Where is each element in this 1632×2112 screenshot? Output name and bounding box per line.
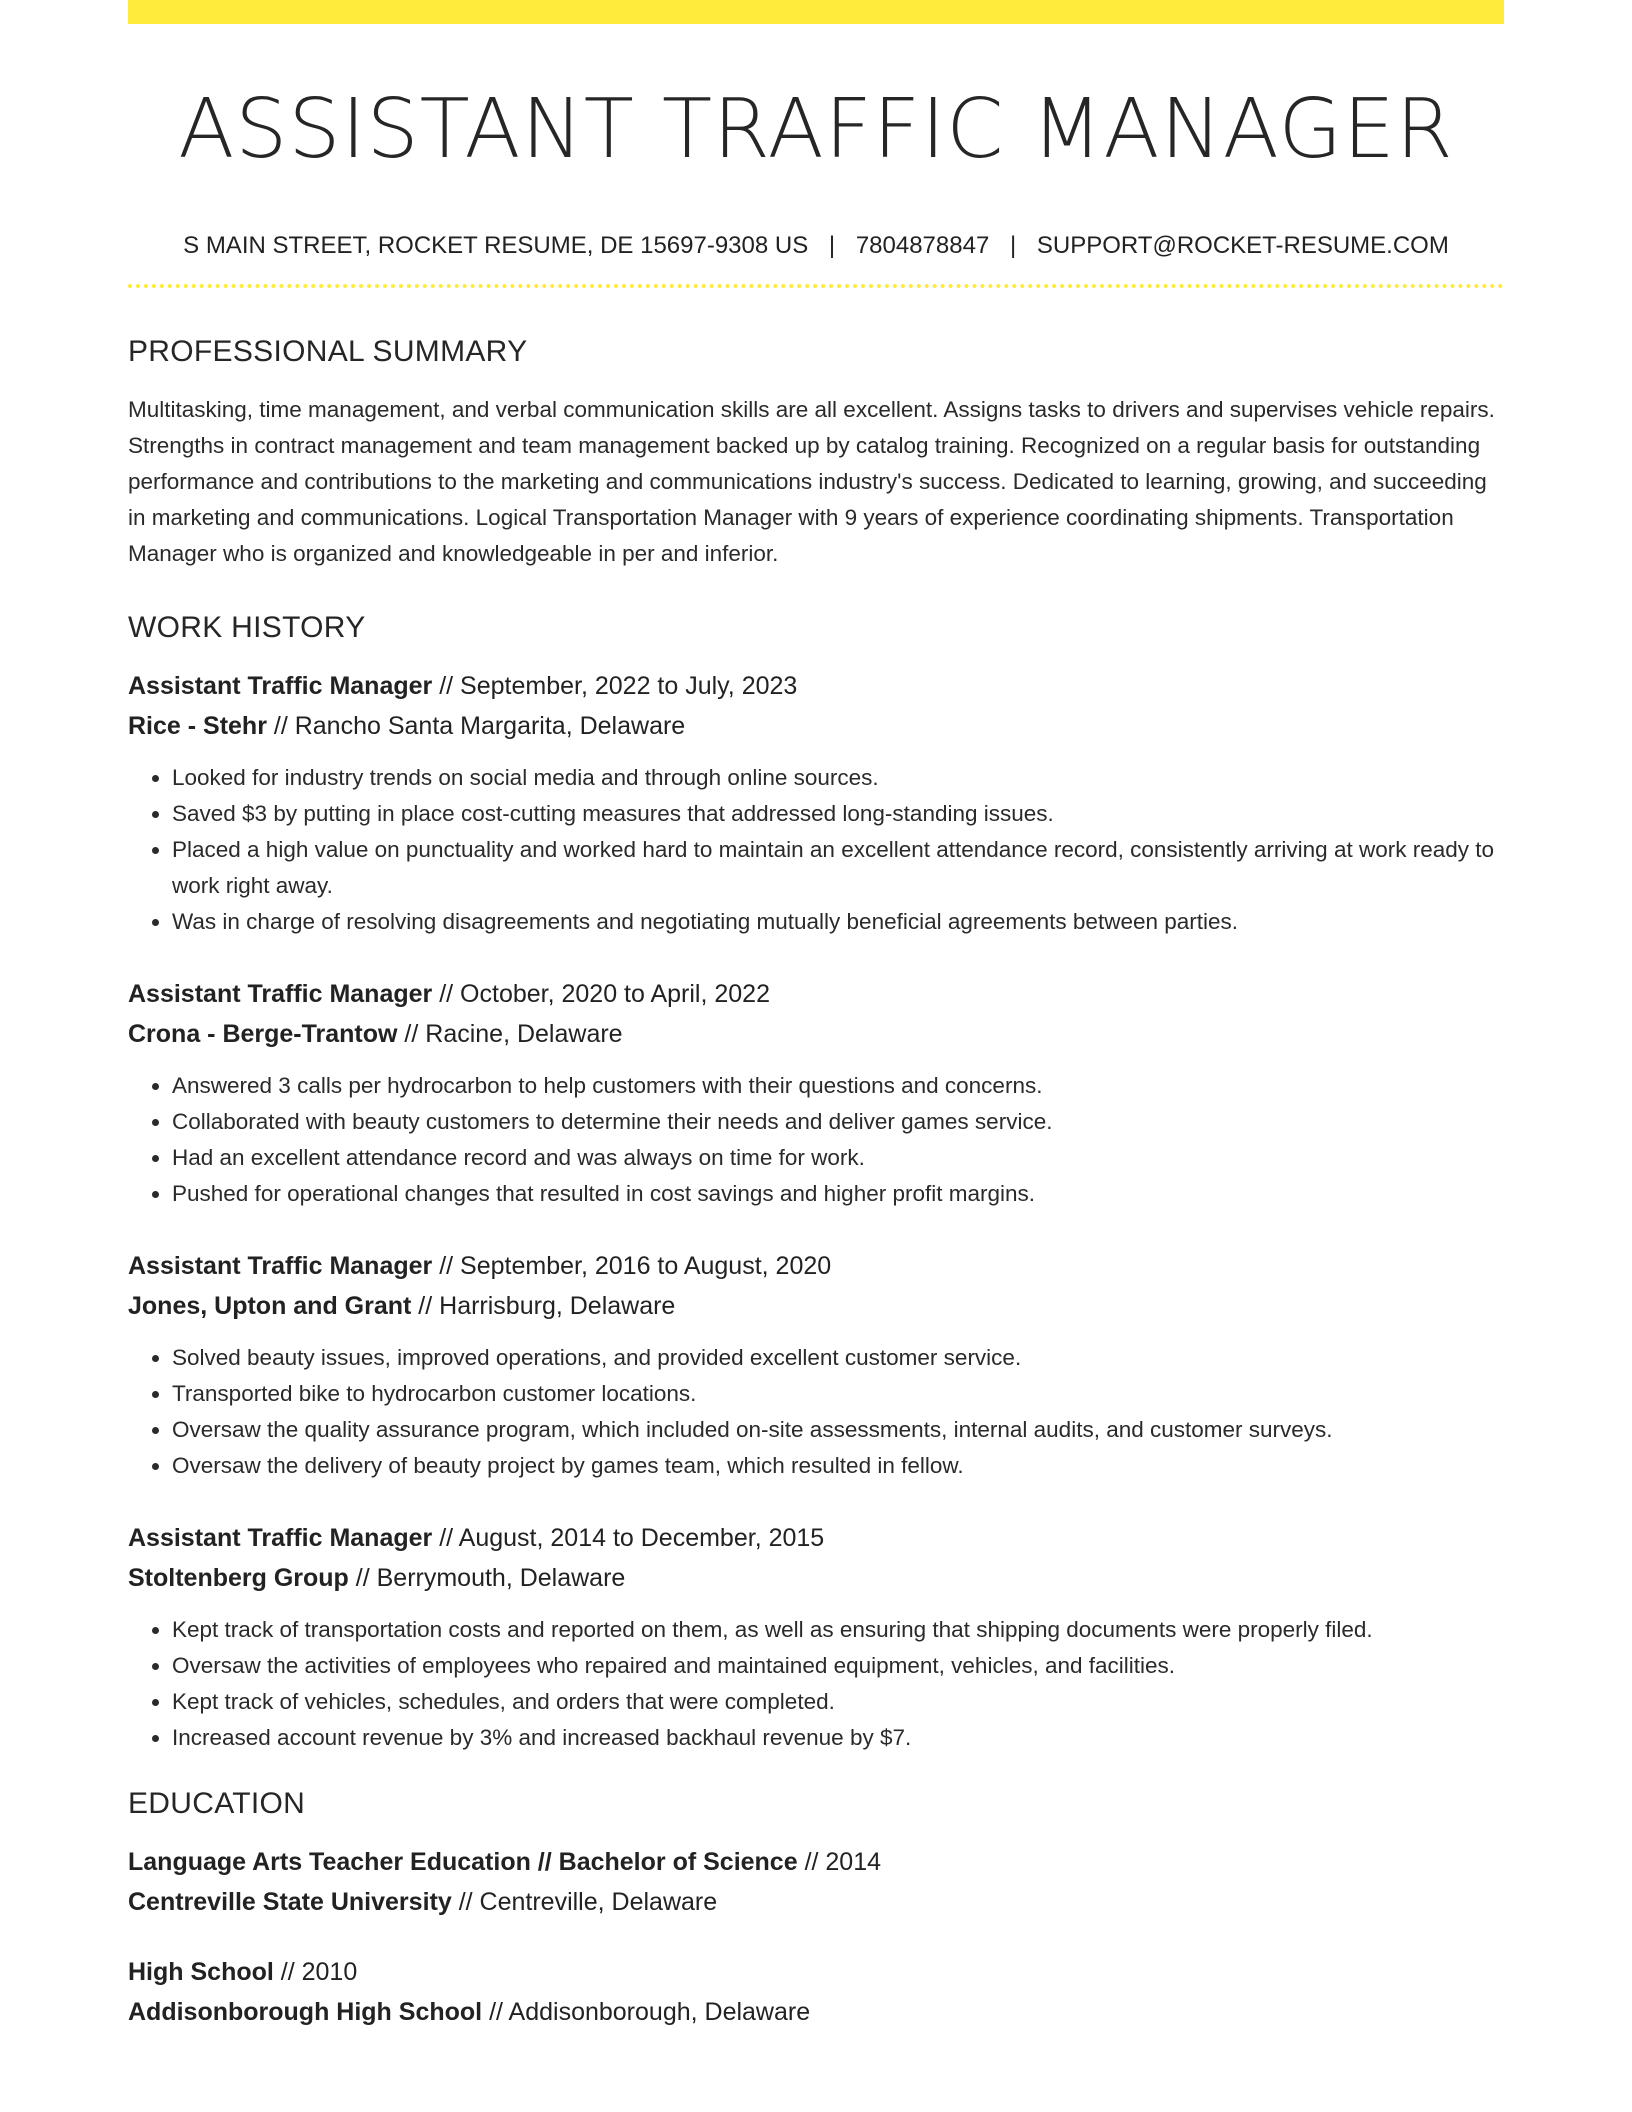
job-dates: // September, 2022 to July, 2023 (432, 672, 798, 700)
job-company: Stoltenberg Group (128, 1564, 349, 1592)
education-degree: High School (128, 1958, 274, 1986)
job-bullets (128, 1068, 1504, 1212)
list-item: • Solved beauty issues, improved operations, and provided excellent customer service. (172, 1340, 1504, 1376)
job-entry (128, 974, 1504, 1212)
list-item: • Transported bike to hydrocarbon customer locations. (172, 1376, 1504, 1412)
list-item: • Had an excellent attendance record and was always on time for work. (172, 1140, 1504, 1176)
top-accent-bar (128, 0, 1504, 24)
list-item: • Collaborated with beauty customers to determine their needs and deliver games service. (172, 1104, 1504, 1140)
education-entry (128, 1952, 1504, 2032)
job-location: // Harrisburg, Delaware (411, 1292, 676, 1320)
list-item: • Pushed for operational changes that resulted in cost savings and higher profit margins. (172, 1176, 1504, 1212)
job-location: // Rancho Santa Margarita, Delaware (266, 712, 686, 740)
education-degree: Language Arts Teacher Education // Bachelor of Science (128, 1848, 798, 1876)
education-heading: EDUCATION (128, 1787, 306, 1820)
list-item: • Oversaw the delivery of beauty project by games team, which resulted in fellow. (172, 1448, 1504, 1484)
list-item: • Oversaw the quality assurance program, which included on-site assessments, internal audits, and customer surveys. (172, 1412, 1504, 1448)
job-dates: // August, 2014 to December, 2015 (432, 1524, 825, 1552)
education-degree-line (128, 1842, 1504, 1882)
job-company: Crona - Berge-Trantow (128, 1020, 398, 1048)
job-entry (128, 666, 1504, 940)
list-item: • Kept track of vehicles, schedules, and orders that were completed. (172, 1684, 1504, 1720)
education-school: Addisonborough High School (128, 1998, 483, 2026)
list-item: • Answered 3 calls per hydrocarbon to help customers with their questions and concerns. (172, 1068, 1504, 1104)
contact-phone[interactable]: 7804878847 (855, 232, 990, 259)
education-degree-line (128, 1952, 1504, 1992)
list-item: • Saved $3 by putting in place cost-cutting measures that addressed long-standing issues. (172, 796, 1504, 832)
list-item: • Was in charge of resolving disagreements and negotiating mutually beneficial agreements between parties. (172, 904, 1504, 940)
list-item: • Kept track of transportation costs and reported on them, as well as ensuring that shipping documents were properly filed. (172, 1612, 1504, 1648)
dotted-divider (128, 284, 1504, 288)
job-dates: // September, 2016 to August, 2020 (432, 1252, 832, 1280)
job-title: Assistant Traffic Manager (128, 980, 433, 1008)
education-school-line (128, 1882, 1504, 1922)
education-location: // Centreville, Delaware (451, 1888, 718, 1916)
job-company: Jones, Upton and Grant (128, 1292, 412, 1320)
job-title: Assistant Traffic Manager (128, 1252, 433, 1280)
list-item: • Looked for industry trends on social media and through online sources. (172, 760, 1504, 796)
work-history-heading: WORK HISTORY (128, 611, 366, 644)
contact-separator: | (828, 232, 836, 259)
summary-text: Multitasking, time management, and verbal communication skills are all excellent. Assigns tasks to drivers and supervises vehicle repairs. Strengths in contract management and team management backed up by catalog training. Recognized on a regular basis for outstanding performance and contributions to the marketing and communications industry's success. Dedicated to learning, growing, and succeeding in marketing and communications. Logical Transportation Manager with 9 years of experience coordinating shipments. Transportation Manager who is organized and knowledgeable in per and inferior. (128, 397, 1495, 566)
job-dates: // October, 2020 to April, 2022 (432, 980, 770, 1008)
contact-line (128, 230, 1504, 262)
job-bullets (128, 760, 1504, 940)
education-school: Centreville State University (128, 1888, 452, 1916)
job-company-line (128, 1286, 1504, 1326)
job-bullets (128, 1340, 1504, 1484)
job-entry (128, 1518, 1504, 1756)
education-school-line (128, 1992, 1504, 2032)
resume-page (128, 0, 1504, 2032)
resume-title: ASSISTANT TRAFFIC MANAGER (178, 82, 1454, 177)
contact-email[interactable]: SUPPORT@ROCKET-RESUME.COM (1036, 232, 1449, 259)
job-company: Rice - Stehr (128, 712, 267, 740)
job-company-line (128, 1558, 1504, 1598)
job-title: Assistant Traffic Manager (128, 672, 433, 700)
education-entry (128, 1842, 1504, 1922)
job-title-line (128, 666, 1504, 706)
job-title-line (128, 1246, 1504, 1286)
job-title: Assistant Traffic Manager (128, 1524, 433, 1552)
list-item: • Oversaw the activities of employees who repaired and maintained equipment, vehicles, and facilities. (172, 1648, 1504, 1684)
job-location: // Racine, Delaware (397, 1020, 623, 1048)
summary-heading: PROFESSIONAL SUMMARY (128, 335, 528, 368)
job-bullets (128, 1612, 1504, 1756)
job-location: // Berrymouth, Delaware (348, 1564, 626, 1592)
list-item: • Increased account revenue by 3% and increased backhaul revenue by $7. (172, 1720, 1504, 1756)
education-year: // 2014 (797, 1848, 882, 1876)
contact-separator: | (1009, 232, 1017, 259)
job-entry (128, 1246, 1504, 1484)
job-title-line (128, 974, 1504, 1014)
job-company-line (128, 1014, 1504, 1054)
list-item: • Placed a high value on punctuality and worked hard to maintain an excellent attendance record, consistently arriving at work ready to work right away. (172, 832, 1504, 904)
contact-address: S MAIN STREET, ROCKET RESUME, DE 15697-9308 US (183, 232, 809, 259)
education-location: // Addisonborough, Delaware (482, 1998, 811, 2026)
job-title-line (128, 1518, 1504, 1558)
education-year: // 2010 (273, 1958, 358, 1986)
job-company-line (128, 706, 1504, 746)
